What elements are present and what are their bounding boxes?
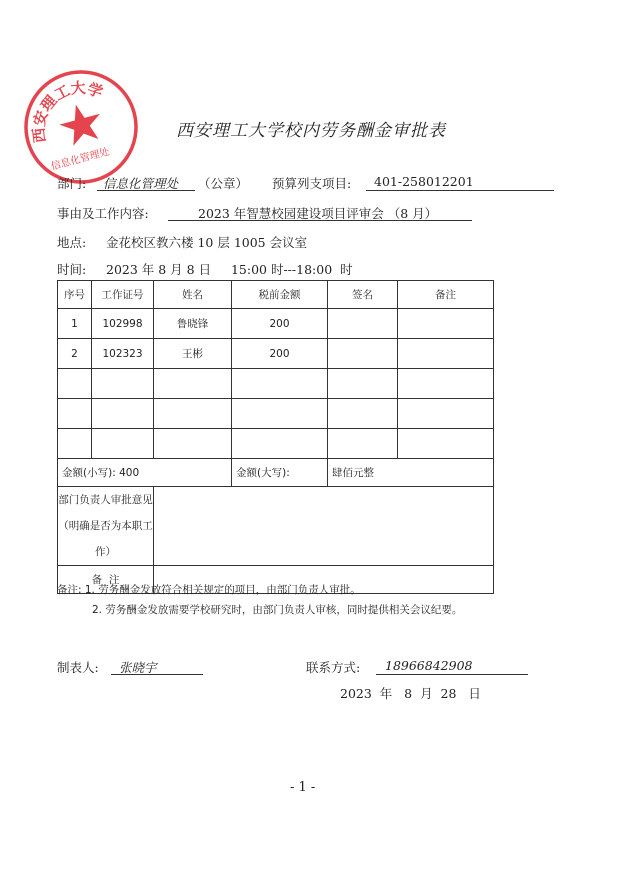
payment-table	[57, 280, 494, 594]
table-row-empty	[58, 429, 494, 459]
seal-ring-text: 西安理工大学	[29, 78, 106, 144]
contact-label: 联系方式:	[306, 660, 361, 675]
sign-date: 2023 年 8 月 28 日	[340, 686, 481, 701]
cell-amount: 200	[232, 309, 328, 339]
amount-big-value: 肆佰元整	[328, 459, 494, 487]
approval-label-line2: （明确是否为本职工作）	[58, 520, 153, 558]
cell-id: 102323	[92, 339, 154, 369]
amount-small-label: 金额(小写):	[62, 467, 116, 479]
amount-row	[58, 459, 494, 487]
cell-index: 2	[58, 339, 92, 369]
col-header-amount: 税前金额	[232, 281, 328, 309]
dept-label: 部门:	[57, 176, 87, 191]
table-row	[58, 339, 494, 369]
cell-amount: 200	[232, 339, 328, 369]
approval-opinion-cell	[154, 487, 494, 566]
contact-underline	[376, 674, 528, 675]
table-header-row	[58, 281, 494, 309]
location-value: 金花校区教六楼 10 层 1005 会议室	[106, 235, 308, 250]
cell-remark	[398, 309, 494, 339]
table-row-empty	[58, 369, 494, 399]
reason-label: 事由及工作内容:	[57, 206, 149, 221]
form-title: 西安理工大学校内劳务酬金审批表	[176, 121, 446, 141]
table-row-empty	[58, 399, 494, 429]
amount-big-label: 金额(大写):	[232, 459, 328, 487]
dept-value: 信息化管理处	[103, 176, 179, 191]
col-header-index: 序号	[58, 281, 92, 309]
cell-signature	[328, 309, 398, 339]
approval-row	[58, 487, 494, 566]
page-number: - 1 -	[290, 780, 316, 795]
note-line-2: 2. 劳务酬金发放需要学校研究时，由部门负责人审核，同时提供相关会议纪要。	[92, 604, 463, 616]
cell-name: 鲁晓锋	[154, 309, 232, 339]
reason-value: 2023 年智慧校园建设项目评审会 （8 月）	[198, 206, 438, 221]
cell-index: 1	[58, 309, 92, 339]
location-label: 地点:	[57, 235, 87, 250]
cell-remark	[398, 339, 494, 369]
time-value: 2023 年 8 月 8 日 15:00 时---18:00 时	[106, 262, 353, 277]
col-header-id: 工作证号	[92, 281, 154, 309]
official-seal-stamp	[22, 68, 140, 186]
cell-signature	[328, 339, 398, 369]
time-label: 时间:	[57, 262, 87, 277]
cell-name: 王彬	[154, 339, 232, 369]
cell-id: 102998	[92, 309, 154, 339]
approval-label-line1: 部门负责人审批意见	[58, 494, 153, 506]
budget-underline	[366, 190, 554, 191]
amount-small-cell	[58, 459, 232, 487]
remark-label: 备 注	[58, 566, 154, 594]
col-header-remark: 备注	[398, 281, 494, 309]
col-header-signature: 签名	[328, 281, 398, 309]
dept-suffix: （公章）	[198, 176, 249, 191]
preparer-value: 张晓宇	[119, 660, 157, 675]
seal-star-icon	[56, 99, 107, 148]
budget-label: 预算列支项目:	[272, 176, 352, 191]
seal-inner-text: 信息化管理处	[49, 146, 111, 173]
amount-small-value: 400	[119, 467, 140, 479]
note-line-1: 备注: 1. 劳务酬金发放符合相关规定的项目，由部门负责人审批。	[57, 584, 361, 596]
approval-label-cell	[58, 487, 154, 566]
col-header-name: 姓名	[154, 281, 232, 309]
budget-value: 401-258012201	[374, 174, 474, 189]
preparer-label: 制表人:	[57, 660, 99, 675]
contact-value: 18966842908	[385, 658, 473, 673]
table-row	[58, 309, 494, 339]
